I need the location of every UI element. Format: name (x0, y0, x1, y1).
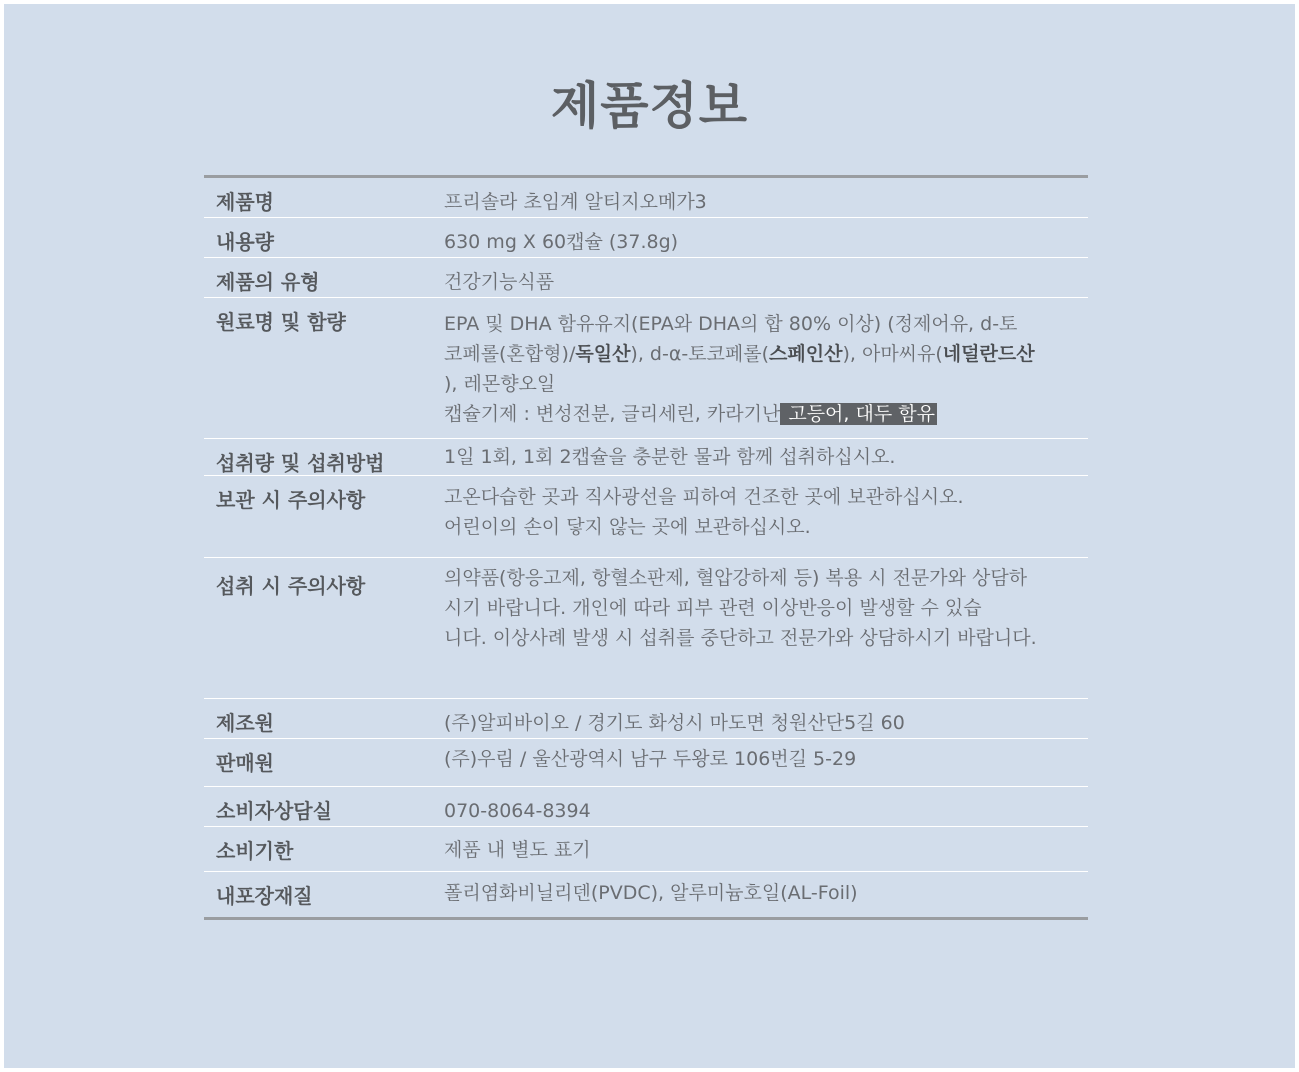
row-label: 제조원 (216, 711, 274, 735)
row-label: 소비자상담실 (216, 799, 332, 823)
product-info-table (204, 175, 1088, 920)
row-value: 1일 1회, 1회 2캡슐을 충분한 물과 함께 섭취하십시오. (444, 446, 896, 468)
row-label: 섭취량 및 섭취방법 (216, 451, 385, 475)
row-value: 폴리염화비닐리덴(PVDC), 알루미늄호일(AL-Foil) (444, 882, 858, 904)
row-label: 섭취 시 주의사항 (216, 574, 366, 598)
origin-netherlands: 네덜란드산 (942, 343, 1035, 365)
table-row-product-name (204, 178, 1088, 218)
row-label: 제품명 (216, 190, 274, 214)
ingredients-line-2: 코페롤(혼합형)/독일산), d-α-토코페롤(스페인산), 아마씨유(네덜란드산 (444, 343, 1035, 365)
table-row-consumer-center (204, 787, 1088, 827)
table-row-intake-method (204, 439, 1088, 476)
table-row-storage-caution (204, 476, 1088, 558)
row-label: 소비기한 (216, 839, 294, 863)
table-row-content-amount (204, 218, 1088, 258)
table-row-ingredients (204, 298, 1088, 439)
page-title: 제품정보 (550, 77, 749, 135)
row-value: 건강기능식품 (444, 271, 555, 293)
table-row-manufacturer (204, 699, 1088, 739)
table-row-packaging (204, 872, 1088, 917)
row-value: 의약품(항응고제, 항혈소판제, 혈압강하제 등) 복용 시 전문가와 상담하 시기 바랍니다. 개인에 따라 피부 관련 이상반응이 발생할 수 있습 니다. 이상사례 발생 시 섭취를 중단하고 전문가와 상담하시기 바랍니다. (444, 567, 1037, 649)
capsule-base-line: 캡슐기제 : 변성전분, 글리세린, 카라기난 고등어, 대두 함유 (444, 403, 935, 425)
row-value: 630 mg X 60캡슐 (37.8g) (444, 231, 679, 253)
table-row-intake-caution (204, 558, 1088, 699)
row-value: (주)알피바이오 / 경기도 화성시 마도면 청원산단5길 60 (444, 712, 905, 734)
table-row-product-type (204, 258, 1088, 298)
allergen-highlight: 고등어, 대두 함유 (782, 403, 935, 425)
row-value: 070-8064-8394 (444, 800, 591, 822)
row-label: 보관 시 주의사항 (216, 488, 366, 512)
row-label: 내용량 (216, 230, 274, 254)
row-label: 원료명 및 함량 (216, 310, 346, 334)
row-value: 제품 내 별도 표기 (444, 839, 591, 861)
row-label: 제품의 유형 (216, 270, 320, 294)
row-value: 프리솔라 초임계 알티지오메가3 (444, 191, 707, 213)
origin-germany: 독일산 (575, 343, 631, 365)
origin-spain: 스페인산 (769, 343, 843, 365)
row-value: 고온다습한 곳과 직사광선을 피하여 건조한 곳에 보관하십시오. 어린이의 손이 닿지 않는 곳에 보관하십시오. (444, 486, 964, 538)
row-label: 내포장재질 (216, 884, 313, 908)
table-row-seller (204, 739, 1088, 787)
row-value: EPA 및 DHA 함유유지(EPA와 DHA의 합 80% 이상) (정제어유, d-토 코페롤(혼합형)/독일산), d-α-토코페롤(스페인산), 아마씨유(네덜란드산 ), 레몬향오일 캡슐기제 : 변성전분, 글리세린, 카라기난 고등어, 대두 함유 (444, 298, 1088, 438)
row-label: 판매원 (216, 751, 274, 775)
row-value: (주)우림 / 울산광역시 남구 두왕로 106번길 5-29 (444, 748, 857, 770)
table-row-expiry (204, 827, 1088, 872)
